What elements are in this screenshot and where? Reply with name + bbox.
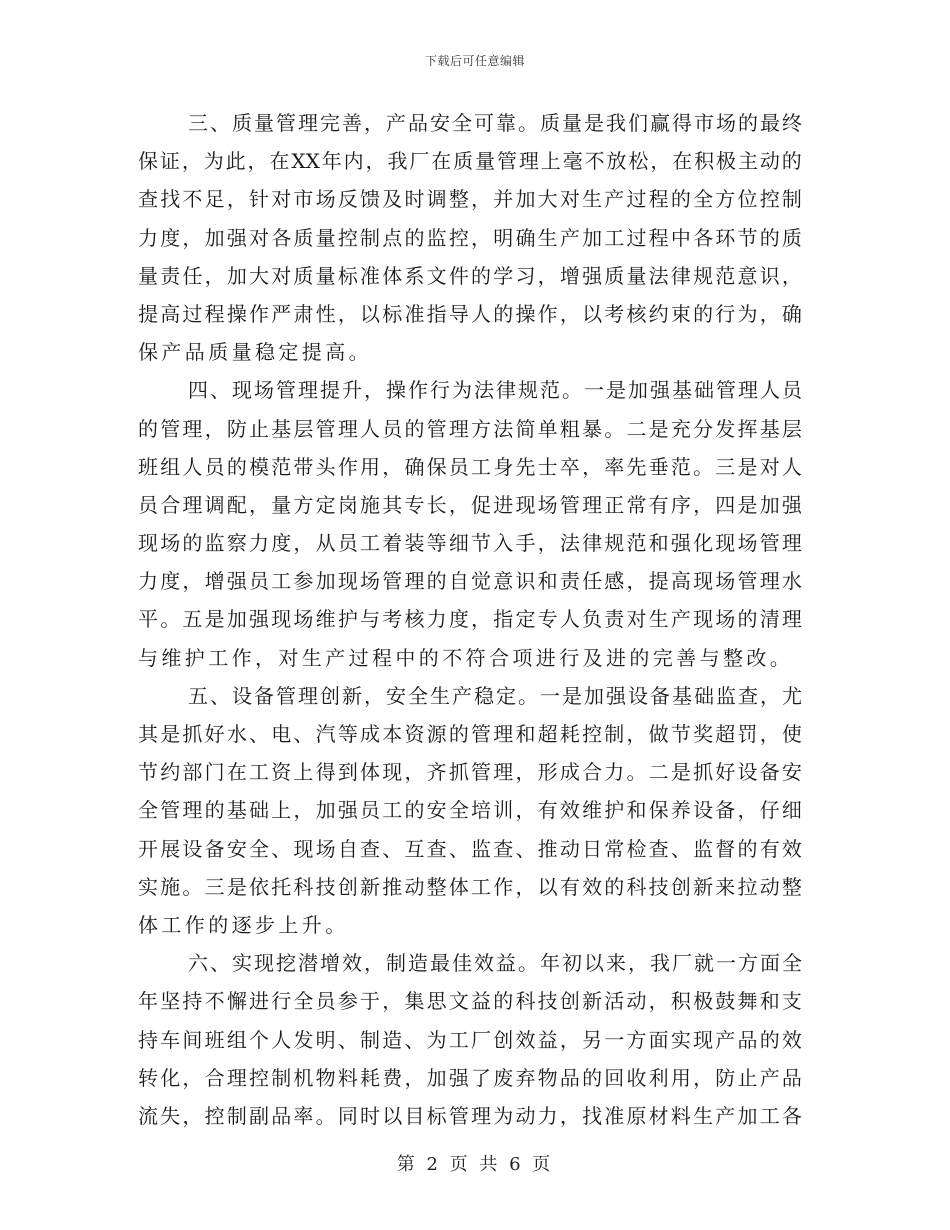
text-line: 力 度 ， 加 强 对 各 质 量 控 制 点 的 监 控 ， 明 确 生 产 加 工 过 程 中 各 环 节 的 质 [138,225,802,250]
text-line: 的 管 理 ， 防 止 基 层 管 理 人 员 的 管 理 方 法 简 单 粗 暴 。 二 是 充 分 发 挥 基 层 [138,416,802,441]
text-line: 转 化 ， 合 理 控 制 机 物 料 耗 费 ， 加 强 了 废 弃 物 品 的 回 收 利 用 ， 防 止 产 品 [138,1065,802,1090]
text-line: 六 、 实 现 挖 潜 增 效 ， 制 造 最 佳 效 益 。 年 初 以 来 ， 我 厂 就 一 方 面 全 [188,951,802,976]
text-line: 力 度 ， 增 强 员 工 参 加 现 场 管 理 的 自 觉 意 识 和 责 任 感 ， 提 高 现 场 管 理 水 [138,569,802,594]
text-line: 三 、 质 量 管 理 完 善 ， 产 品 安 全 可 靠 。 质 量 是 我 们 赢 得 市 场 的 最 终 [188,111,802,135]
page-footer: 第 2 页 共 6 页 [396,1154,554,1175]
text-line: 实 施 。 三 是 依 托 科 技 创 新 推 动 整 体 工 作 ， 以 有 效 的 科 技 创 新 来 拉 动 整 [138,874,802,899]
paragraph-site-management [138,371,802,677]
text-line: 保产品质量稳定提高。 [138,340,372,365]
text-line: 年 坚 持 不 懈 进 行 全 员 参 于 ， 集 思 文 益 的 科 技 创 新 活 动 ， 积 极 鼓 舞 和 支 [138,989,802,1014]
text-line: 员 合 理 调 配 ， 量 方 定 岗 施 其 专 长 ， 促 进 现 场 管 理 正 常 有 序 ， 四 是 加 强 [138,492,802,517]
text-line: 开 展 设 备 安 全 、 现 场 自 查 、 互 查 、 监 查 、 推 动 日 常 检 查 、 监 督 的 有 效 [138,836,802,861]
paragraph-efficiency [138,944,802,1135]
page-header: 下载后可任意编辑 [424,54,525,68]
body-text [138,104,802,1135]
text-line: 班 组 人 员 的 模 范 带 头 作 用 ， 确 保 员 工 身 先 士 卒 ， 率 先 垂 范 。 三 是 对 人 [138,454,802,479]
text-line: 现 场 的 监 察 力 度 ， 从 员 工 着 装 等 细 节 入 手 ， 法 律 规 范 和 强 化 现 场 管 理 [138,531,802,556]
text-line: 节 约 部 门 在 工 资 上 得 到 体 现 ， 齐 抓 管 理 ， 形 成 合 力 。 二 是 抓 好 设 备 安 [138,760,802,785]
text-line: 其 是 抓 好 水 、 电 、 汽 等 成 本 资 源 的 管 理 和 超 耗 控 制 ， 做 节 奖 超 罚 ， 使 [138,722,802,746]
text-line: 查 找 不 足 ， 针 对 市 场 反 馈 及 时 调 整 ， 并 加 大 对 生 产 过 程 的 全 方 位 控 制 [138,187,802,212]
paragraph-equipment [138,677,802,944]
text-line: 全 管 理 的 基 础 上 ， 加 强 员 工 的 安 全 培 训 ， 有 效 维 护 和 保 养 设 备 ， 仔 细 [138,798,802,823]
text-line: 提 高 过 程 操 作 严 肃 性 ， 以 标 准 指 导 人 的 操 作 ， 以 考 核 约 束 的 行 为 ， 确 [138,301,802,326]
text-line: 与维护工作，对生产过程中的不符合项进行及进的完善与整改。 [138,645,794,670]
text-line: 流 失 ， 控 制 副 品 率 。 同 时 以 目 标 管 理 为 动 力 ， 找 准 原 材 料 生 产 加 工 各 [138,1103,802,1128]
text-line: 平 。 五 是 加 强 现 场 维 护 与 考 核 力 度 ， 指 定 专 人 负 责 对 生 产 现 场 的 清 理 [138,607,802,632]
text-line: 五 、 设 备 管 理 创 新 ， 安 全 生 产 稳 定 。 一 是 加 强 设 备 基 础 监 查 ， 尤 [188,683,802,708]
text-line: 体工作的逐步上升。 [138,912,349,937]
text-line: 四 、 现 场 管 理 提 升 ， 操 作 行 为 法 律 规 范 。 一 是 加 强 基 础 管 理 人 员 [188,378,802,403]
text-line: 保 证 ， 为 此 ， 在 XX 年 内 ， 我 厂 在 质 量 管 理 上 毫 不 放 松 ， 在 积 极 主 动 的 [138,149,802,174]
text-line: 持 车 间 班 组 个 人 发 明 、 制 造 、 为 工 厂 创 效 益 ， 另 一 方 面 实 现 产 品 的 效 [138,1027,802,1052]
paragraph-quality [138,104,802,371]
text-line: 量 责 任 ， 加 大 对 质 量 标 准 体 系 文 件 的 学 习 ， 增 强 质 量 法 律 规 范 意 识 ， [138,263,802,288]
